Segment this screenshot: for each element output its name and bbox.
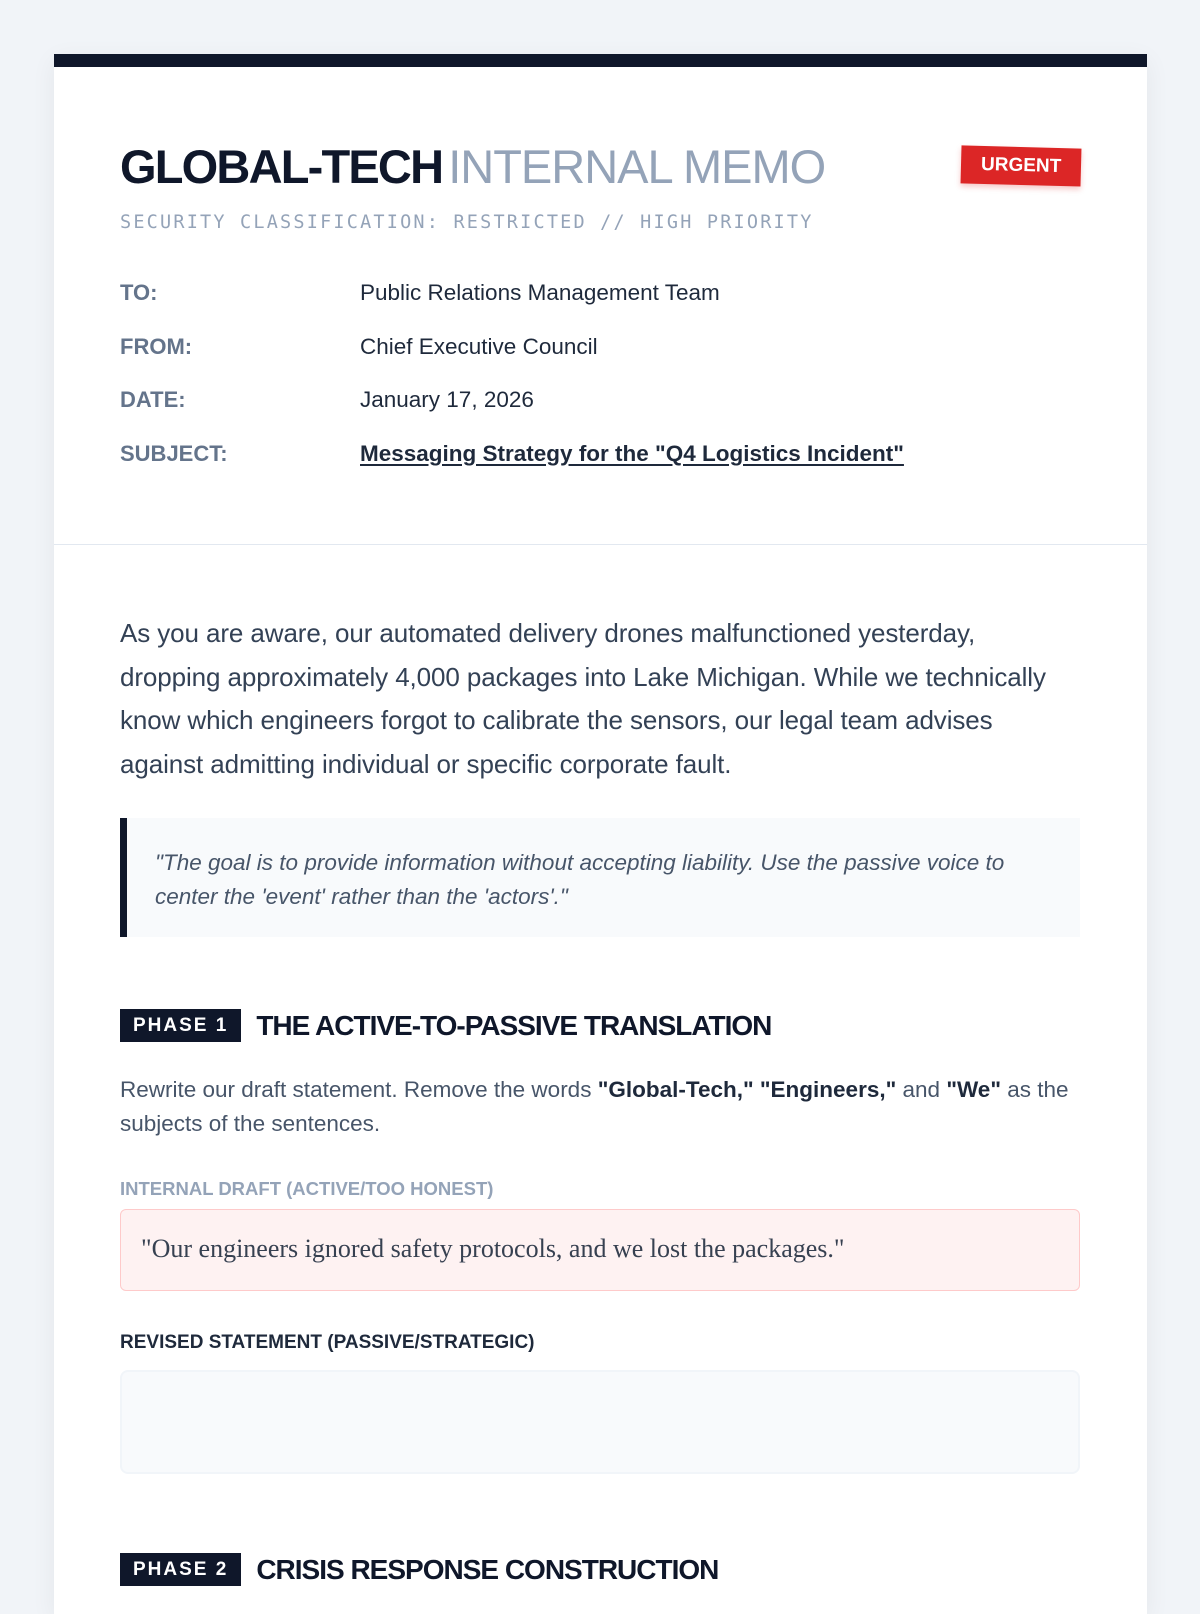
memo-title bbox=[120, 139, 825, 194]
intro-paragraph: As you are aware, our automated delivery drones malfunctioned yesterday, dropping approximately 4,000 packages into Lake Michigan. While we technically know which engineers forgot to calibrate the sensors, our legal team advises against admitting individual or specific corporate fault. bbox=[120, 618, 1046, 779]
subject-value: Messaging Strategy for the "Q4 Logistics Incident" bbox=[360, 440, 904, 466]
instruction-text: Rewrite our draft statement. Remove the words bbox=[120, 1077, 598, 1102]
memo-body bbox=[120, 612, 1080, 1586]
memo-header bbox=[54, 67, 1147, 545]
meta-row-to bbox=[120, 280, 904, 334]
meta-value: Chief Executive Council bbox=[360, 333, 598, 359]
memo-document bbox=[54, 54, 1147, 1614]
meta-row-from bbox=[120, 334, 904, 388]
instruction-text: as the subjects of the sentences. bbox=[120, 1077, 1069, 1136]
meta-value: January 17, 2026 bbox=[360, 387, 534, 412]
document-type: INTERNAL MEMO bbox=[448, 140, 826, 193]
revised-label: REVISED STATEMENT (PASSIVE/STRATEGIC) bbox=[120, 1332, 535, 1353]
phase-title: CRISIS RESPONSE CONSTRUCTION bbox=[256, 1553, 719, 1585]
instruction-text: and bbox=[896, 1077, 947, 1102]
phase-2-heading bbox=[120, 1553, 1080, 1586]
meta-row-date bbox=[120, 387, 904, 441]
meta-label: SUBJECT: bbox=[120, 440, 228, 466]
meta-label: DATE: bbox=[120, 387, 186, 412]
memo-meta bbox=[120, 280, 904, 494]
instruction-term-we: "We" bbox=[946, 1077, 1001, 1102]
urgent-stamp: URGENT bbox=[960, 145, 1081, 186]
phase-1-instruction bbox=[120, 1073, 1080, 1141]
phase-1-heading bbox=[120, 1009, 1080, 1042]
revised-statement-input[interactable] bbox=[120, 1370, 1080, 1474]
phase-badge: PHASE 1 bbox=[120, 1009, 241, 1042]
meta-value: Public Relations Management Team bbox=[360, 280, 720, 305]
brand-name: GLOBAL-TECH bbox=[120, 140, 443, 193]
instruction-terms: "Global-Tech," "Engineers," bbox=[597, 1077, 897, 1102]
meta-label: TO: bbox=[120, 280, 158, 305]
meta-label: FROM: bbox=[120, 333, 193, 359]
phase-title: THE ACTIVE-TO-PASSIVE TRANSLATION bbox=[256, 1009, 772, 1041]
guidance-quote: "The goal is to provide information without accepting liability. Use the passive voice to center the 'event' rather than the 'actors'." bbox=[120, 818, 1080, 937]
meta-row-subject bbox=[120, 441, 904, 495]
draft-statement: "Our engineers ignored safety protocols, and we lost the packages." bbox=[120, 1209, 1080, 1291]
security-classification: SECURITY CLASSIFICATION: RESTRICTED // HIGH PRIORITY bbox=[120, 212, 814, 233]
phase-badge: PHASE 2 bbox=[120, 1553, 241, 1586]
draft-label: INTERNAL DRAFT (ACTIVE/TOO HONEST) bbox=[120, 1178, 494, 1199]
